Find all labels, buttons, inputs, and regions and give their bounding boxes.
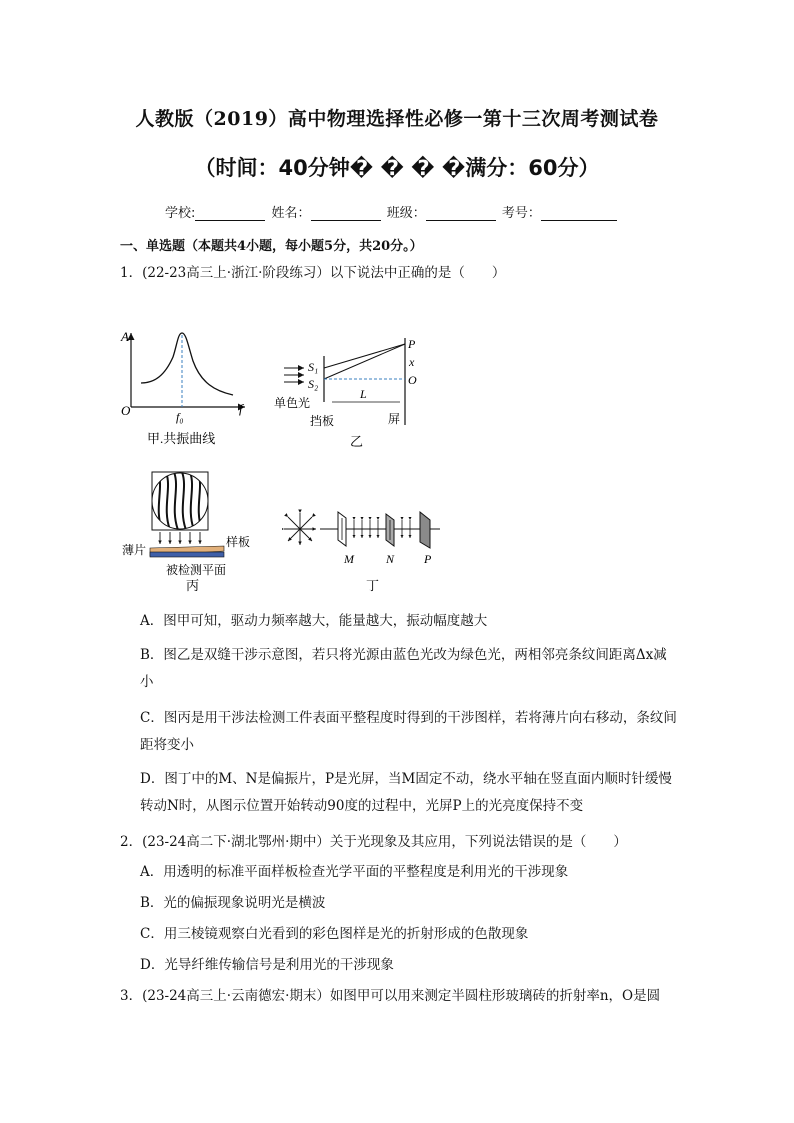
- figure-jia-resonance-curve: [115, 325, 255, 450]
- ray-s1-p: [324, 344, 405, 368]
- figure-yi-double-slit: [272, 330, 432, 452]
- exam-number-blank[interactable]: [541, 206, 617, 221]
- figure-bing-thin-film: [120, 468, 270, 594]
- o-label: O: [408, 373, 417, 387]
- tested-plane: [150, 552, 224, 557]
- s1-label: S₁: [308, 360, 319, 374]
- exam-time-score: （时间：40分钟� � � �满分：60分）: [194, 156, 600, 180]
- page-title: 人教版（2019）高中物理选择性必修一第十三次周考测试卷: [135, 108, 659, 130]
- light-label: 单色光: [274, 396, 311, 410]
- figure-bing-caption: 丙: [186, 578, 200, 593]
- axis-x-label: f: [239, 401, 243, 416]
- name-label: 姓名：: [271, 206, 311, 221]
- question-1-stem: 1．(22-23高三上·浙江·阶段练习）以下说法中正确的是（ ）: [120, 265, 506, 281]
- exam-number-label: 考号：: [501, 206, 541, 221]
- class-blank[interactable]: [426, 206, 496, 221]
- x-label: x: [409, 355, 415, 369]
- p-screen-label: P: [424, 552, 432, 566]
- figure-jia-caption: 甲.共振曲线: [147, 431, 216, 446]
- question-3-stem: 3．(23-24高三上·云南德宏·期末）如图甲可以用来测定半圆柱形玻璃砖的折射率n，O是圆: [120, 988, 661, 1004]
- figure-ding-polarizers: [282, 508, 452, 594]
- student-info-row: [165, 202, 619, 221]
- class-label: 班级：: [386, 206, 426, 221]
- p-label: P: [408, 337, 416, 351]
- school-blank[interactable]: [195, 206, 265, 221]
- plate-label: 挡板: [310, 414, 335, 428]
- q2-option-c: C．用三棱镜观察白光看到的彩色图样是光的折射形成的色散现象: [140, 926, 529, 942]
- n-label: N: [386, 552, 395, 566]
- sample-label: 样板: [226, 535, 251, 549]
- axis-y-label: A: [121, 329, 129, 344]
- ray-s2-p: [324, 344, 405, 379]
- screen-label: 屏: [388, 412, 401, 426]
- q2-option-d: D．光导纤维传输信号是利用光的干涉现象: [140, 957, 394, 973]
- q1-option-b: B．图乙是双缝干涉示意图，若只将光源由蓝色光改为绿色光，两相邻亮条纹间距离Δx减小: [140, 647, 667, 690]
- f0-label: f₀: [176, 410, 184, 424]
- thin-sheet-label: 薄片: [122, 543, 147, 557]
- figure-yi-caption: 乙: [350, 434, 364, 449]
- figure-ding-caption: 丁: [366, 578, 380, 593]
- unpolarized-light-star: [284, 513, 316, 545]
- resonance-curve: [141, 333, 233, 395]
- screen-p: [420, 512, 430, 548]
- q1-option-d: D．图丁中的M、N是偏振片，P是光屏，当M固定不动，绕水平轴在竖直面内顺时针缓慢转动N时，从图示位置开始转动90度的过程中，光屏P上的光亮度保持不变: [140, 771, 672, 814]
- name-blank[interactable]: [311, 206, 381, 221]
- l-label: L: [360, 387, 367, 401]
- s2-label: S₂: [308, 377, 319, 391]
- q2-option-b: B．光的偏振现象说明光是横波: [140, 895, 326, 911]
- origin-label: O: [121, 403, 131, 418]
- question-2-stem: 2．(23-24高二下·湖北鄂州·期中）关于光现象及其应用，下列说法错误的是（ ）: [120, 834, 627, 850]
- q1-option-a: A．图甲可知，驱动力频率越大，能量越大，振动幅度越大: [140, 613, 488, 629]
- school-label: 学校:: [165, 206, 196, 221]
- section-heading: 一、单选题（本题共4小题，每小题5分，共20分。）: [120, 239, 423, 254]
- m-label: M: [344, 552, 354, 566]
- q2-option-a: A．用透明的标准平面样板检查光学平面的平整程度是利用光的干涉现象: [140, 864, 569, 880]
- q1-option-c: C．图丙是用干涉法检测工件表面平整程度时得到的干涉图样，若将薄片向右移动，条纹间距将变小: [140, 710, 677, 753]
- tested-plane-label: 被检测平面: [166, 563, 227, 577]
